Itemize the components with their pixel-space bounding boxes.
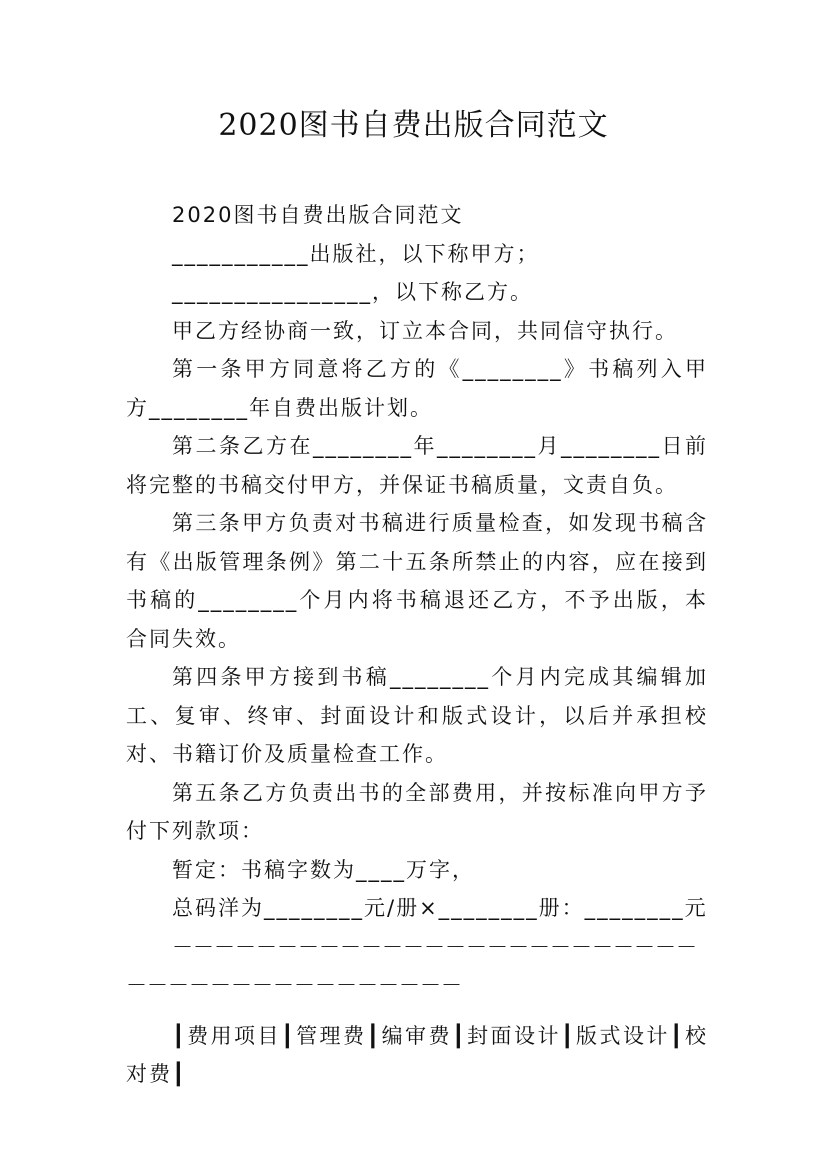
document-body	[126, 196, 708, 1094]
paragraph-article-2: 第二条乙方在________年________月________日前将完整的书稿交付甲方，并保证书稿质量，文责自负。	[126, 434, 708, 497]
paragraph-word-count: 暂定：书稿字数为____万字，	[172, 857, 475, 882]
table-separator-line: －－－－－－－－－－－－－－－－－－－－－－－－－－－－－－－－－－－－－－－－－	[126, 934, 697, 997]
paragraph-article-5: 第五条乙方负责出书的全部费用，并按标准向甲方予付下列款项：	[126, 780, 708, 843]
paragraph-article-3: 第三条甲方负责对书稿进行质量检查，如发现书稿含有《出版管理条例》第二十五条所禁止的内容，应在接到书稿的________个月内将书稿退还乙方，不予出版，本合同失效。	[126, 511, 708, 651]
paragraph-party-b: ________________，以下称乙方。	[172, 280, 533, 304]
paragraph-party-a: ___________出版社，以下称甲方；	[172, 241, 540, 266]
paragraph-agreement: 甲乙方经协商一致，订立本合同，共同信守执行。	[172, 318, 678, 343]
paragraph-heading: 2020图书自费出版合同范文	[172, 203, 464, 227]
document-title: 2020图书自费出版合同范文	[218, 108, 609, 143]
paragraph-article-1: 第一条甲方同意将乙方的《________》书稿列入甲方________年自费出版计划。	[126, 357, 708, 420]
paragraph-total-price: 总码洋为________元/册×________册：________元	[172, 896, 708, 920]
paragraph-article-4: 第四条甲方接到书稿________个月内完成其编辑加工、复审、终审、封面设计和版式设计，以后并承担校对、书籍订价及质量检查工作。	[126, 665, 708, 766]
fee-table-header-row: ┃费用项目┃管理费┃编审费┃封面设计┃版式设计┃校对费┃	[126, 1023, 708, 1086]
